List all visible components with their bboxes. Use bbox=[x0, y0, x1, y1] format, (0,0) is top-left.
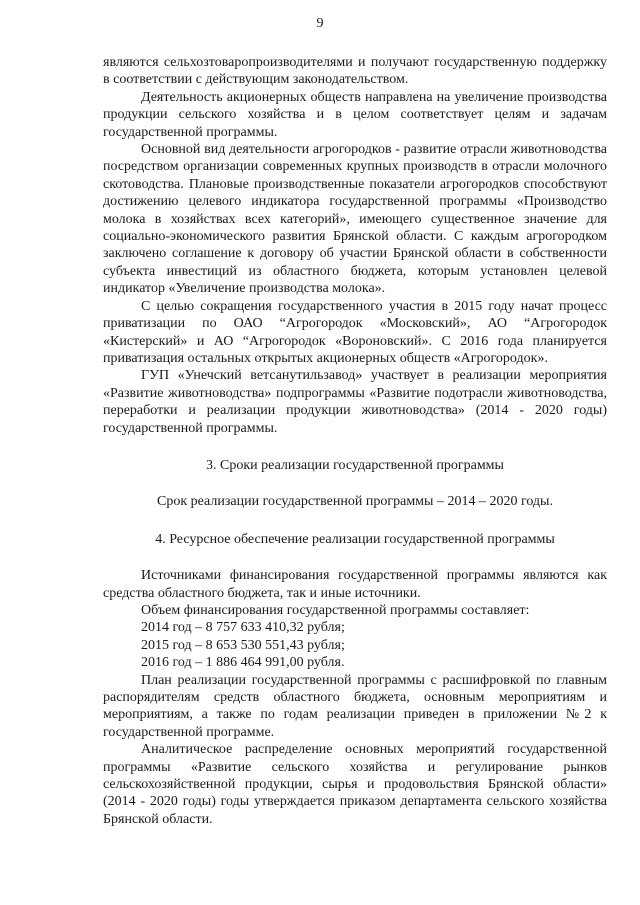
funding-volume-intro: Объем финансирования государственной программы составляет: bbox=[141, 602, 530, 618]
paragraph-continuation: являются сельхозтоваропроизводителями и получают государственную поддержку в соответствии с действующим законодательством. bbox=[103, 55, 607, 88]
funding-year-2014: 2014 год – 8 757 633 410,32 рубля; bbox=[141, 620, 345, 636]
funding-sources: Источниками финансирования государственной программы являются как средства областного бюджета, так и иные источники. bbox=[103, 568, 607, 601]
paragraph-gup-unecha: ГУП «Унечский ветсанутильзавод» участвует в реализации мероприятия «Развитие животноводства» подпрограммы «Развитие подотрасли животноводства, переработки и реализации продукции животноводства» (2014 - 2020 годы) государственной программы. bbox=[103, 368, 607, 436]
section-3-heading: 3. Сроки реализации государственной программы bbox=[206, 457, 504, 473]
funding-year-2015: 2015 год – 8 653 530 551,43 рубля; bbox=[141, 637, 345, 653]
analytical-distribution: Аналитическое распределение основных мероприятий государственной программы «Развитие сельского хозяйства и регулирование рынков сельскохозяйственной продукции, сырья и продовольствия Брянской области» (2014 - 2020 годы) годы утверждается приказом департамента сельского хозяйства Брянской области. bbox=[103, 742, 607, 827]
section-3-text: Срок реализации государственной программы – 2014 – 2020 годы. bbox=[157, 494, 553, 510]
implementation-plan: План реализации государственной программы с расшифровкой по главным распорядителям средств областного бюджета, основным мероприятиям и мероприятиям, а также по годам реализации приведен в приложении №2 к государственной программе. bbox=[103, 672, 607, 740]
paragraph-agrotowns: Основной вид деятельности агрогородков - развитие отрасли животноводства посредством организации современных крупных производств в отрасли молочного скотоводства. Плановые производственные показатели агрогородков способствуют достижению целевого индикатора государственной программы «Производство молока в хозяйствах всех категорий», имеющего существенное значение для социально-экономического развития Брянской области. С каждым агрогородком заключено соглашение к договору об участии Брянской области в собственности субъекта инвестиций из областного бюджета, которым установлен целевой индикатор «Увеличение производства молока». bbox=[103, 142, 607, 297]
document-body bbox=[103, 54, 607, 828]
section-4-heading: 4. Ресурсное обеспечение реализации государственной программы bbox=[155, 531, 555, 547]
paragraph-joint-stock-activity: Деятельность акционерных обществ направлена на увеличение производства продукции сельского хозяйства и в целом соответствует целям и задачам государственной программы. bbox=[103, 89, 607, 140]
funding-year-2016: 2016 год – 1 886 464 991,00 рубля. bbox=[141, 655, 345, 671]
paragraph-privatization: С целью сокращения государственного участия в 2015 году начат процесс приватизации по ОАО “Агрогородок «Московский», АО “Агрогородок «Кистерский» и АО “Агрогородок «Вороновский». С 2016 года планируется приватизация остальных открытых акционерных обществ «Агрогородок». bbox=[103, 298, 607, 366]
page-number: 9 bbox=[316, 16, 324, 31]
